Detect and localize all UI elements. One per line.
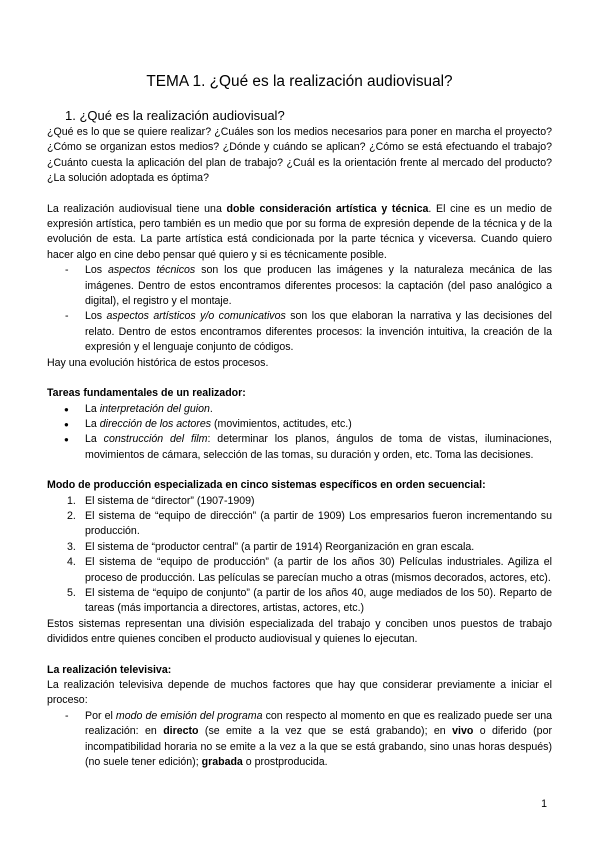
list-item: ● La construcción del film: determinar los planos, ángulos de toma de vistas, iluminaciones, movimientos de cámara, selección de las tomas, su duración y orden, etc. Toma las decisiones. xyxy=(47,432,552,463)
list-item: ● La dirección de los actores (movimientos, actitudes, etc.) xyxy=(47,417,552,432)
tv-intro: La realización televisiva depende de muchos factores que hay que considerar previamente a iniciar el proceso: xyxy=(47,679,552,707)
list-item: 5. El sistema de “equipo de conjunto” (a partir de los años 40, auge mediados de los 50). Reparto de tareas (más importancia a directores, artistas, actores, etc.) xyxy=(67,586,552,615)
modo-closing: Estos sistemas representan una división especializada del trabajo y conciben unos puestos de trabajo divididos entre quienes conciben el producto audiovisual y quienes lo ejecutan. xyxy=(47,617,552,646)
paragraph-doble-consideracion: La realización audiovisual tiene una doble consideración artística y técnica. El cine es un medio de expresión artística, pero también es un medio que por su forma de expresión depende de la técnica y de la evolución de esta. La parte artística está condicionada por la parte técnica y viceversa. Cuando quiero hacer algo en cine debo pensar qué quiero y si es técnicamente posible. xyxy=(47,202,552,261)
list-item: ● La interpretación del guion. xyxy=(47,402,552,417)
modo-heading: Modo de producción especializada en cinco sistemas específicos en orden secuencial: xyxy=(47,479,486,492)
list-item: 3. El sistema de “productor central” (a partir de 1914) Reorganización en gran escala. xyxy=(67,540,475,553)
tareas-heading: Tareas fundamentales de un realizador: xyxy=(47,387,246,400)
modo-list xyxy=(47,494,552,617)
page-title: TEMA 1. ¿Qué es la realización audiovisual? xyxy=(146,73,453,90)
list-item: 4. El sistema de “equipo de producción” (a partir de los años 30) Películas industriales. Agiliza el proceso de producción. Las películas se parecían mucho a otras (mismos decorados, actores, etc). xyxy=(67,556,552,584)
list-item: 2. El sistema de “equipo de dirección” (a partir de 1909) Los empresarios fueron incrementando su producción. xyxy=(67,509,552,538)
list-item: - Los aspectos artísticos y/o comunicativos son los que elaboran la narrativa y las decisiones del relato. Dentro de estos encontramos diferentes procesos: la invención intuitiva, la creación de la expresión y el lenguaje conjunto de códigos. xyxy=(47,309,552,355)
list-item: - Los aspectos técnicos son los que producen las imágenes y la naturaleza mecánica de las imágenes. Dentro de estos encontramos diferentes procesos: la captación (del paso analógico a digital), el registro y el montaje. xyxy=(47,263,552,309)
section-body xyxy=(47,125,552,770)
tv-heading: La realización televisiva: xyxy=(47,663,172,676)
tv-list xyxy=(47,709,552,771)
evolution-paragraph: Hay una evolución histórica de estos procesos. xyxy=(47,356,269,369)
section-heading: 1. ¿Qué es la realización audiovisual? xyxy=(65,108,285,123)
tareas-list xyxy=(47,402,552,464)
page-number: 1 xyxy=(541,798,547,810)
list-item: - Por el modo de emisión del programa con respecto al momento en que es realizado puede ser una realización: en directo (se emite a la vez que se está grabando); en vivo o diferido (por incompatibilidad horaria no se emite a la vez a la que se está grabando, sino unas horas después)(no suele tener edición); grabada o prostproducida. xyxy=(47,709,552,771)
list-item: 1. El sistema de “director” (1907-1909) xyxy=(67,494,255,507)
aspects-list xyxy=(47,263,552,355)
intro-paragraph: ¿Qué es lo que se quiere realizar? ¿Cuáles son los medios necesarios para poner en marcha el proyecto? ¿Cómo se organizan estos medios? ¿Dónde y cuándo se aplican? ¿Cómo se está efectuando el trabajo? ¿Cuánto cuesta la aplicación del plan de trabajo? ¿Cuál es la orientación frente al mercado del producto? ¿La solución adoptada es óptima? xyxy=(47,126,552,185)
